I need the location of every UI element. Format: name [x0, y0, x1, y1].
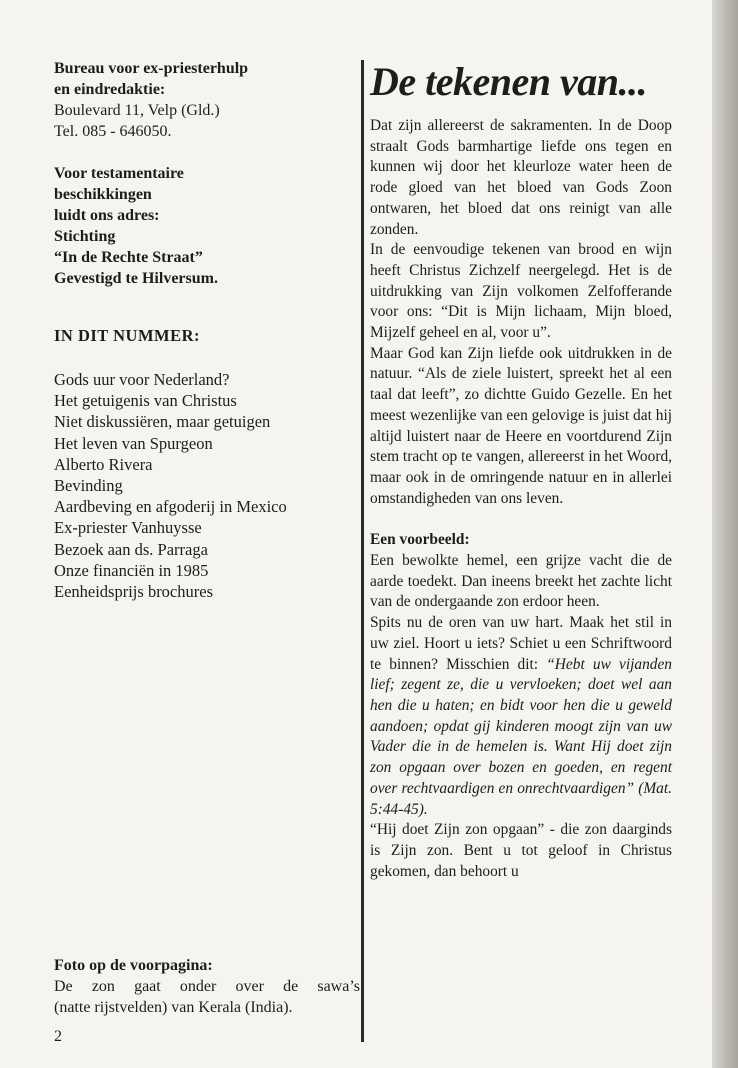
testament-line: “In de Rechte Straat”: [54, 249, 203, 266]
toc-list: [54, 369, 354, 602]
toc-item: Eenheidsprijs brochures: [54, 582, 213, 602]
address-line: en eindredaktie:: [54, 81, 166, 98]
article-paragraph: Maar God kan Zijn liefde ook uitdrukken in de natuur. “Als de ziele luistert, spreekt het al een taal dat leeft”, zo dichtte Guido Gezelle. En het meest wezenlijke van een gelovige is juist dat hij altijd luistert naar de Heere en voortdurend Zijn stem tracht op te vangen, allereerst in het Woord, maar ook in de omringende natuur en in allerlei omstandigheden van ons leven.: [370, 344, 672, 507]
toc-item: Gods uur voor Nederland?: [54, 370, 230, 389]
address-block: [54, 58, 354, 142]
photo-caption-line: (natte rijstvelden) van Kerala (India).: [54, 999, 293, 1016]
article: [370, 58, 672, 882]
article-headline: De tekenen van...: [370, 59, 648, 104]
column-divider: [361, 60, 364, 1042]
article-body: [370, 116, 672, 882]
address-line: Tel. 085 - 646050.: [54, 123, 172, 140]
testament-line: Voor testamentaire: [54, 165, 184, 182]
article-paragraph: Dat zijn allereerst de sakramenten. In de Doop straalt Gods barmhartige liefde ons tegen en kunnen wij door het kleurloze water heen de rode gloed van het bloed van Gods Zoon ontwaren, het bloed dat ons reinigt van alle zonden.: [370, 117, 672, 238]
page-edge: [712, 0, 738, 1068]
toc-title: IN DIT NUMMER:: [54, 326, 201, 345]
article-subheading: Een voorbeeld:: [370, 531, 470, 549]
toc-item: Niet diskussiëren, maar getuigen: [54, 412, 271, 432]
testament-line: beschikkingen: [54, 186, 152, 203]
left-column: [54, 58, 354, 310]
article-text: Spits nu de oren van uw hart. Maak het stil in uw ziel. Hoort u iets? Schiet u een Schriftwoord te binnen? Misschien dit:: [370, 614, 672, 673]
toc-item: Bevinding: [54, 476, 123, 496]
scripture-quote: “Hebt uw vijanden lief; zegent ze, die u vervloeken; doet wel aan hen die u haten; en bidt voor hen die u geweld aandoen; opdat gij kinderen moogt zijn van uw Vader die in de hemelen is. Want Hij doet zijn zon opgaan over bozen en goeden, en regent over rechtvaardigen en onrechtvaardigen” (Mat. 5:44-45).: [370, 655, 672, 818]
page-number: 2: [54, 1028, 62, 1045]
testament-line: Gevestigd te Hilversum.: [54, 270, 218, 287]
testament-line: Stichting: [54, 228, 116, 245]
toc-item: Aardbeving en afgoderij in Mexico: [54, 497, 287, 517]
toc-item: Bezoek aan ds. Parraga: [54, 539, 208, 559]
address-line: Boulevard 11, Velp (Gld.): [54, 102, 220, 119]
testament-line: luidt ons adres:: [54, 207, 160, 224]
toc-item: Alberto Rivera: [54, 454, 153, 474]
testament-block: [54, 163, 354, 289]
address-line: Bureau voor ex-priesterhulp: [54, 60, 249, 77]
toc-item: Het leven van Spurgeon: [54, 433, 213, 453]
article-paragraph: “Hij doet Zijn zon opgaan” - die zon daarginds is Zijn zon. Bent u tot geloof in Christus gekomen, dan behoort u: [370, 821, 672, 880]
toc-item: Het getuigenis van Christus: [54, 391, 237, 411]
paragraph-gap: [370, 509, 672, 530]
photo-caption-line: De zon gaat onder over de sawa’s: [54, 978, 360, 995]
article-paragraph: [370, 613, 672, 820]
toc-item: Onze financiën in 1985: [54, 560, 209, 580]
article-paragraph: In de eenvoudige tekenen van brood en wijn heeft Christus Zichzelf neergelegd. Het is de uitdrukking van Zijn volkomen Zelfofferande voor ons: “Dit is Mijn lichaam, Mijn bloed, Mijzelf geheel en al, voor u”.: [370, 241, 672, 342]
toc-item: Ex-priester Vanhuysse: [54, 518, 202, 538]
photo-caption-title: Foto op de voorpagina:: [54, 957, 213, 974]
article-paragraph: Een bewolkte hemel, een grijze vacht die de aarde toedekt. Dan ineens breekt het zachte licht van de ondergaande zon erdoor heen.: [370, 552, 672, 611]
photo-caption: [54, 955, 360, 1018]
